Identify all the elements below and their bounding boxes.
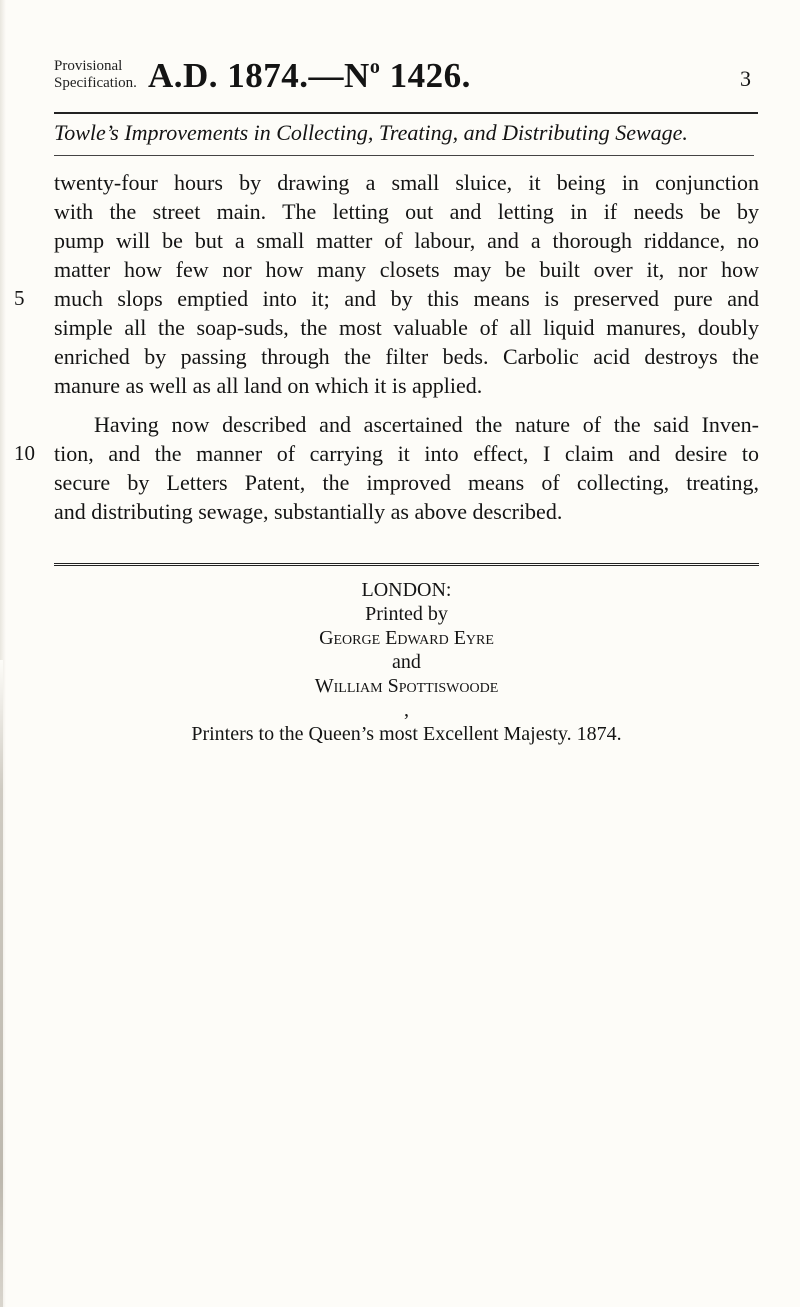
title-number: 1426. xyxy=(380,56,471,95)
spec-label-line1: Provisional xyxy=(54,58,123,74)
line-number-10: 10 xyxy=(14,441,35,465)
imprint-and: and xyxy=(392,651,421,673)
body-text xyxy=(14,168,759,526)
text-line-10 xyxy=(14,439,759,468)
imprint-printers-line: Printers to the Queen’s most Excellent Majesty. 1874. xyxy=(191,723,622,745)
imprint-prefix: Printed by xyxy=(365,603,448,625)
subtitle-rule xyxy=(54,155,754,156)
paragraph-2 xyxy=(14,410,759,526)
text-line: enriched by passing through the filter beds. Carbolic acid destroys the xyxy=(54,344,759,369)
printer-name-2: William Spottiswoode xyxy=(314,675,499,697)
imprint xyxy=(54,578,759,746)
imprint-printers xyxy=(54,602,759,722)
text-line: manure as well as all land on which it is applied. xyxy=(54,373,483,398)
title-main: A.D. 1874.—N xyxy=(148,56,370,95)
page-title xyxy=(148,56,471,96)
header-rule xyxy=(54,112,758,114)
text-line: matter how few nor how many closets may be built over it, nor how xyxy=(54,257,759,282)
page-number: 3 xyxy=(740,66,751,91)
text-line: with the street main. The letting out and letting in if needs be by xyxy=(54,199,759,224)
text-line: secure by Letters Patent, the improved means of collecting, treating, xyxy=(54,470,759,495)
binding-shadow xyxy=(0,660,3,1307)
text-line: pump will be but a small matter of labour, and a thorough riddance, no xyxy=(54,228,759,253)
text-line-5 xyxy=(14,284,759,313)
spec-label xyxy=(54,58,137,92)
printer-name-1: George Edward Eyre xyxy=(319,627,494,649)
text-line: twenty-four hours by drawing a small sluice, it being in conjunction xyxy=(54,170,759,195)
paragraph-1 xyxy=(14,168,759,400)
line-number-5: 5 xyxy=(14,286,25,310)
text-line: and distributing sewage, substantially as above described. xyxy=(54,499,563,524)
text-line-content: much slops emptied into it; and by this means is preserved pure and xyxy=(54,286,759,311)
text-line: simple all the soap-suds, the most valuable of all liquid manures, doubly xyxy=(54,315,759,340)
footer-rule xyxy=(54,563,759,566)
title-degree: o xyxy=(369,56,381,78)
imprint-city: LONDON: xyxy=(361,579,452,601)
document-subtitle: Towle’s Improvements in Collecting, Treating, and Distributing Sewage. xyxy=(54,120,688,145)
imprint-suffix: , xyxy=(404,699,409,721)
spec-label-line2: Specification. xyxy=(54,75,137,91)
text-line-content: tion, and the manner of carrying it into effect, I claim and desire to xyxy=(54,441,759,466)
text-line: Having now described and ascertained the nature of the said Inven- xyxy=(94,412,759,437)
